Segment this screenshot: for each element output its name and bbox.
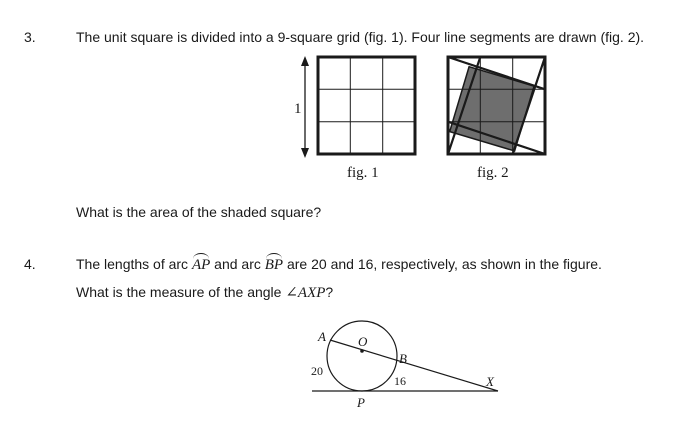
problem-4-number: 4. bbox=[24, 256, 36, 272]
problem-3-question: What is the area of the shaded square? bbox=[76, 204, 322, 220]
center-o-dot bbox=[360, 349, 364, 353]
problem-3-statement: The unit square is divided into a 9-square grid (fig. 1). Four line segments are drawn (fig. 2). bbox=[76, 29, 645, 45]
arc-bp-value: 16 bbox=[394, 374, 406, 388]
circle-o bbox=[327, 321, 397, 391]
question-text-before: What is the measure of the angle bbox=[76, 284, 286, 300]
point-b-label: B bbox=[399, 351, 407, 366]
question-text-after: ? bbox=[325, 284, 334, 300]
statement-text-after: are 20 and 16, respectively, as shown in the figure. bbox=[283, 256, 602, 272]
secant-line bbox=[330, 340, 498, 391]
point-p-label: P bbox=[357, 395, 365, 410]
arc-ap-value: 20 bbox=[311, 364, 323, 378]
statement-text-middle: and arc bbox=[210, 256, 265, 272]
point-o-label: O bbox=[358, 334, 368, 349]
fig-1-caption: fig. 1 bbox=[347, 165, 379, 181]
statement-text-before: The lengths of arc bbox=[76, 256, 192, 272]
arc-ap-label: AP bbox=[191, 257, 211, 273]
point-x-label: X bbox=[486, 374, 494, 389]
fig-1-side-label: 1 bbox=[294, 101, 302, 117]
fig-2-caption: fig. 2 bbox=[477, 165, 509, 181]
arc-bp-label: BP bbox=[264, 257, 284, 273]
point-a-label: A bbox=[318, 329, 326, 344]
angle-axp-label: ∠AXP bbox=[285, 285, 326, 301]
problem-3-number: 3. bbox=[24, 29, 36, 45]
